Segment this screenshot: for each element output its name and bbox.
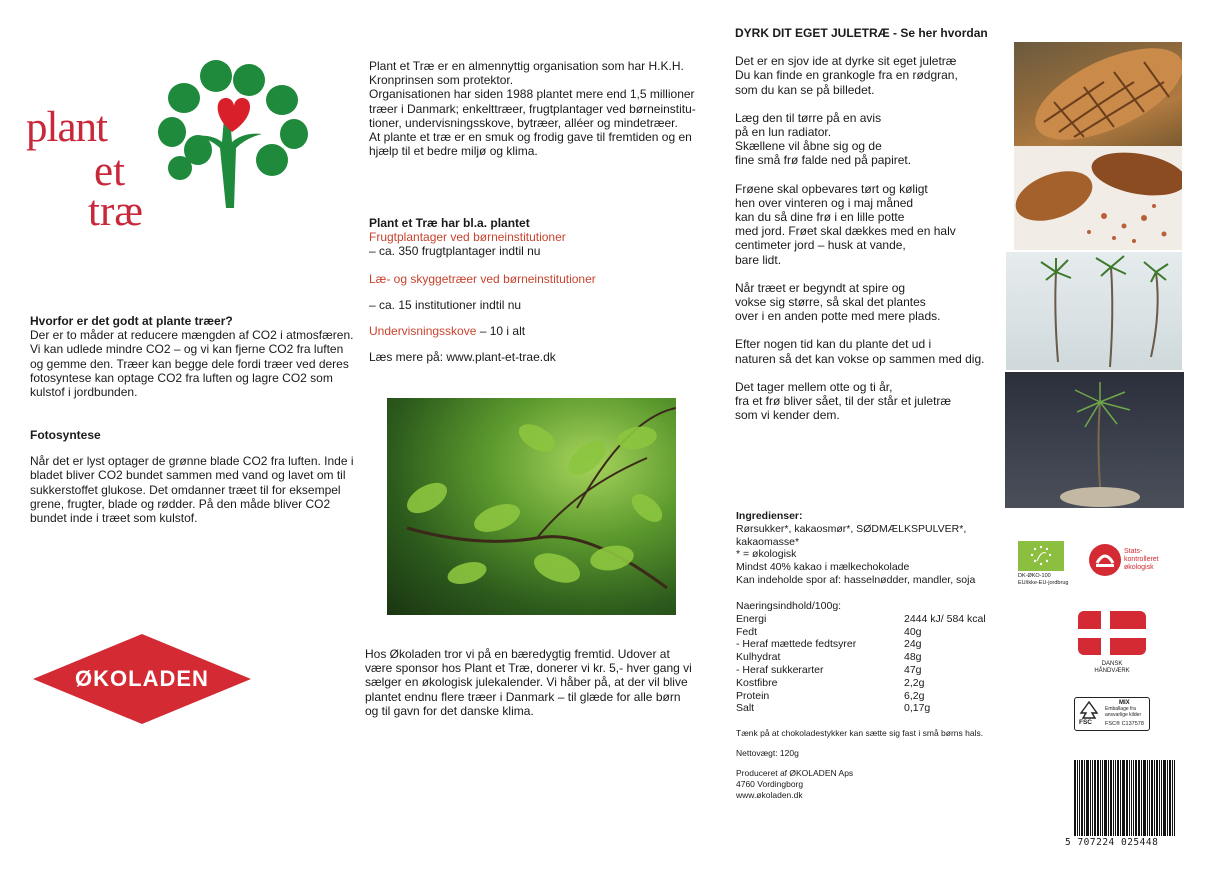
nutrient-value: 2,2g (904, 676, 925, 689)
stanza-line: fine små frø falde ned på papiret. (735, 153, 912, 168)
barcode-bar (1156, 760, 1158, 836)
stats-organic-label (1088, 543, 1178, 577)
barcode-bar (1161, 760, 1162, 836)
why-heading: Hvorfor er det godt at plante træer? (30, 314, 233, 328)
fsc-name: FSC (1079, 719, 1092, 726)
barcode-bar (1115, 760, 1116, 836)
pine-cone-photo (1014, 42, 1182, 146)
logo-text-et: et (94, 148, 126, 195)
fsc-text (1105, 707, 1141, 718)
stanza-line: hen over vinteren og i maj måned (735, 195, 914, 210)
ingredients-line: Rørsukker*, kakaosmør*, SØDMÆLKSPULVER*, (736, 522, 967, 535)
forests-count: – 10 i alt (476, 324, 526, 339)
sponsor-section (365, 647, 705, 718)
stanza (735, 337, 1005, 365)
nutrient-value: 47g (904, 663, 922, 676)
fsc-line: Emballage fra (1105, 706, 1136, 712)
young-tree-illustration (1005, 372, 1184, 508)
stanza-line: Frøene skal opbevares tørt og køligt (735, 181, 928, 196)
barcode-bar (1122, 760, 1125, 836)
cone-seeds-illustration (1014, 146, 1182, 250)
nutrient-value: 0,17g (904, 702, 931, 715)
why-line: Vi kan udlede mindre CO2 – og vi kan fjerne CO2 fra luften (30, 342, 344, 357)
why-plant-section (30, 314, 360, 399)
barcode-bar (1102, 760, 1103, 836)
barcode (1065, 760, 1181, 850)
stanza-line: naturen så det kan vokse op sammen med dig. (735, 351, 985, 366)
producer-info (736, 768, 853, 801)
fsc-line: ansvarlige kilder (1105, 711, 1142, 718)
logo-text-plant: plant (26, 104, 107, 151)
choking-warning: Tænk på at chokoladestykker kan sætte sig fast i små børns hals. (736, 728, 984, 738)
table-row (736, 677, 1006, 690)
ingredients-line: Kan indeholde spor af: hasselnødder, mandler, soja (736, 573, 976, 586)
orchards-label: Frugtplantager ved børneinstitutioner (369, 230, 566, 245)
barcode-bar (1149, 760, 1150, 836)
barcode-bar (1129, 760, 1130, 836)
barcode-bar (1151, 760, 1153, 836)
barcode-bars (1074, 760, 1180, 836)
barcode-bar (1154, 760, 1155, 836)
forests-label: Undervisningsskove (369, 324, 477, 339)
fsc-mix: MIX (1119, 700, 1130, 706)
ingredients-heading: Ingredienser: (736, 510, 803, 522)
dansk-line: DANSK (1101, 661, 1123, 667)
barcode-bar (1174, 760, 1175, 836)
stats-organic-icon (1088, 543, 1122, 577)
barcode-bar (1084, 760, 1085, 836)
dansk-handvaerk-label (1077, 610, 1147, 675)
nutrient-value: 2444 kJ/ 584 kcal (904, 612, 986, 625)
organisation-intro (369, 59, 709, 158)
sponsor-line: og til gavn for det danske klima. (365, 703, 534, 718)
why-line: fotosyntese kan optage CO2 fra luften og lagre CO2 som (30, 370, 333, 385)
photosynthesis-section (30, 428, 360, 525)
barcode-bar (1081, 760, 1083, 836)
table-row (736, 651, 1006, 664)
danish-flag-icon (1077, 610, 1147, 656)
intro-line: hjælp til et bedre miljø og klima. (369, 144, 538, 159)
ingredients-line: * = økologisk (736, 548, 797, 561)
stanza-line: Når træet er begyndt at spire og (735, 280, 906, 295)
stats-organic-text (1124, 548, 1159, 572)
nutrient-name: Kostfibre (736, 676, 778, 689)
photosynthesis-line: bundet inde i træet som kulstof. (30, 511, 198, 526)
table-row (736, 690, 1006, 703)
barcode-bar (1167, 760, 1168, 836)
eu-code: DK-ØKO-100 (1018, 573, 1051, 579)
read-more-link[interactable]: Læs mere på: www.plant-et-trae.dk (369, 350, 556, 365)
barcode-bar (1133, 760, 1134, 836)
nutrition-heading: Naeringsindhold/100g: (736, 600, 842, 612)
sponsor-line: plantet endnu flere træer i Danmark – til glæde for alle børn (365, 689, 681, 704)
okoladen-logo-text: ØKOLADEN (75, 666, 209, 691)
stanza-line: Efter nogen tid kan du plante det ud i (735, 337, 932, 352)
eu-origin: EU/ikke-EU-jordbrug (1018, 580, 1069, 586)
stats-line: kontrolleret (1124, 556, 1159, 563)
barcode-bar (1110, 760, 1112, 836)
stats-line: økologisk (1124, 564, 1154, 571)
barcode-bar (1108, 760, 1109, 836)
stanza-line: kan du så dine frø i en lille potte (735, 210, 905, 225)
barcode-bar (1074, 760, 1076, 836)
fsc-code: FSC® C137578 (1105, 721, 1144, 727)
barcode-bar (1092, 760, 1093, 836)
intro-line: tioner, undervisningsskove, bytræer, alléer og mindetræer. (369, 115, 678, 130)
stanza-line: som vi kender dem. (735, 408, 840, 423)
sponsor-line: sælger en økologisk julekalender. Vi håber på, at der vil blive (365, 675, 688, 690)
dansk-line: HÅNDVÆRK (1094, 668, 1130, 674)
why-line: og gemme den. Træer kan begge dele fordi træer ved deres (30, 356, 349, 371)
leaves-illustration (387, 398, 676, 615)
barcode-bar (1086, 760, 1089, 836)
barcode-bar (1120, 760, 1121, 836)
barcode-bar (1094, 760, 1096, 836)
forests-row (369, 324, 709, 338)
nutrient-name: - Heraf mættede fedtsyrer (736, 638, 857, 651)
nutrient-name: Fedt (736, 625, 758, 638)
stanza-line: på en lun radiator. (735, 125, 832, 140)
nutrient-value: 48g (904, 651, 922, 664)
nutrient-name: Salt (736, 702, 755, 715)
producer-line: Produceret af ØKOLADEN Aps (736, 768, 854, 778)
nutrition-table (736, 600, 1006, 715)
eu-leaf-icon (1018, 541, 1064, 571)
ingredients-line: Mindst 40% kakao i mælkechokolade (736, 561, 910, 574)
photosynthesis-line: bladet bliver CO2 bundet sammen med vand og lavet om til (30, 468, 346, 483)
stanza (735, 182, 1005, 267)
photosynthesis-line: grene, frugter, blade og rødder. På den måde bliver CO2 (30, 496, 331, 511)
grow-tree-section (735, 26, 1005, 422)
producer-line: www.økoladen.dk (736, 790, 803, 800)
barcode-bar (1163, 760, 1166, 836)
stanza-line: med jord. Frøet skal dækkes med en halv (735, 224, 956, 239)
why-line: kulstof i jordbunden. (30, 385, 138, 400)
fsc-label (1074, 697, 1150, 731)
nutrient-value: 24g (904, 638, 922, 651)
shade-trees-count: – ca. 15 institutioner indtil nu (369, 297, 522, 312)
nutrient-name: Protein (736, 689, 770, 702)
barcode-bar (1097, 760, 1099, 836)
intro-line: At plante et træ er en smuk og frodig gave til fremtiden og en (369, 130, 692, 145)
stanza-line: Skællene vil åbne sig og de (735, 139, 882, 154)
barcode-bar (1077, 760, 1078, 836)
producer-line: 4760 Vordingborg (736, 779, 804, 789)
table-row (736, 626, 1006, 639)
table-row (736, 702, 1006, 715)
logo-text-trae: træ (88, 188, 143, 235)
photosynthesis-line: sukkerstoffet glukose. Det omdanner træet til for eksempel (30, 482, 341, 497)
net-weight: Nettovægt: 120g (736, 748, 799, 758)
barcode-bar (1079, 760, 1080, 836)
barcode-bar (1113, 760, 1114, 836)
seedlings-photo (1006, 252, 1182, 370)
stanza-line: bare lidt. (735, 252, 782, 267)
stanza (735, 54, 1005, 97)
stanza-line: centimeter jord – husk at vande, (735, 238, 906, 253)
barcode-digits: 5 707224 025448 (1065, 837, 1159, 848)
barcode-bar (1141, 760, 1142, 836)
stanza (735, 111, 1005, 168)
sponsor-line: være sponsor hos Plant et Træ, donerer vi kr. 5,- hver gang vi (365, 661, 692, 676)
stanza (735, 281, 1005, 324)
stats-line: Stats- (1124, 548, 1143, 555)
barcode-bar (1131, 760, 1132, 836)
table-row (736, 613, 1006, 626)
table-row (736, 664, 1006, 677)
barcode-bar (1117, 760, 1119, 836)
stanza-line: Det er en sjov ide at dyrke sit eget juletræ (735, 54, 957, 69)
intro-line: Plant et Træ er en almennyttig organisation som har H.K.H. (369, 59, 684, 73)
photosynthesis-heading: Fotosyntese (30, 428, 101, 442)
grow-heading: DYRK DIT EGET JULETRÆ - Se her hvordan (735, 26, 988, 40)
barcode-bar (1100, 760, 1101, 836)
table-row (736, 638, 1006, 651)
intro-line: Organisationen har siden 1988 plantet mere end 1,5 millioner (369, 87, 695, 102)
cone-seeds-photo (1014, 146, 1182, 250)
nutrient-name: Energi (736, 612, 767, 625)
nutrient-name: Kulhydrat (736, 651, 781, 664)
nutrient-name: - Heraf sukkerarter (736, 663, 824, 676)
barcode-bar (1104, 760, 1107, 836)
planted-heading: Plant et Træ har bl.a. plantet (369, 216, 530, 230)
barcode-bar (1169, 760, 1171, 836)
why-line: Der er to måder at reducere mængden af CO2 i atmosfæren. (30, 328, 354, 343)
nutrient-value: 40g (904, 625, 922, 638)
barcode-bar (1172, 760, 1173, 836)
intro-line: Kronprinsen som protektor. (369, 73, 514, 88)
okoladen-logo (33, 634, 251, 724)
stanza-line: Du kan finde en grankogle fra en rødgran, (735, 68, 958, 83)
eu-organic-label (1018, 541, 1068, 587)
ingredients-line: kakaomasse* (736, 535, 800, 548)
barcode-bar (1143, 760, 1146, 836)
sponsor-line: Hos Økoladen tror vi på en bæredygtig fremtid. Udover at (365, 647, 670, 661)
heart-icon (218, 98, 250, 132)
planted-section (369, 216, 709, 364)
barcode-bar (1135, 760, 1137, 836)
stanza-line: Det tager mellem otte og ti år, (735, 379, 893, 394)
plant-et-trae-logo (26, 58, 326, 233)
barcode-bar (1147, 760, 1148, 836)
stanza-line: fra et frø bliver sået, til der står et juletræ (735, 394, 952, 409)
shade-trees-label: Læ- og skyggetræer ved børneinstitutioner (369, 271, 596, 286)
stanza-line: som du kan se på billedet. (735, 82, 875, 97)
young-tree-photo (1005, 372, 1184, 508)
pine-cone-illustration (1014, 42, 1182, 146)
orchards-count: – ca. 350 frugtplantager indtil nu (369, 244, 541, 259)
nutrient-value: 6,2g (904, 689, 925, 702)
photosynthesis-line: Når det er lyst optager de grønne blade CO2 fra luften. Inde i (30, 454, 354, 469)
intro-line: træer i Danmark; enkelttræer, frugtplantager ved børneinstitu- (369, 101, 696, 116)
barcode-bar (1138, 760, 1140, 836)
tree-icon (154, 58, 316, 228)
stanza-line: over i en anden potte med mere plads. (735, 309, 941, 324)
barcode-bar (1126, 760, 1128, 836)
beech-leaves-photo (387, 398, 676, 615)
barcode-bar (1159, 760, 1160, 836)
ingredients-section (736, 510, 1006, 587)
stanza-line: Læg den til tørre på en avis (735, 110, 882, 125)
fsc-tree-icon (1078, 701, 1100, 721)
barcode-bar (1090, 760, 1091, 836)
stanza (735, 380, 1005, 423)
stanza-line: vokse sig større, så skal det plantes (735, 295, 926, 310)
seedlings-illustration (1006, 252, 1182, 370)
